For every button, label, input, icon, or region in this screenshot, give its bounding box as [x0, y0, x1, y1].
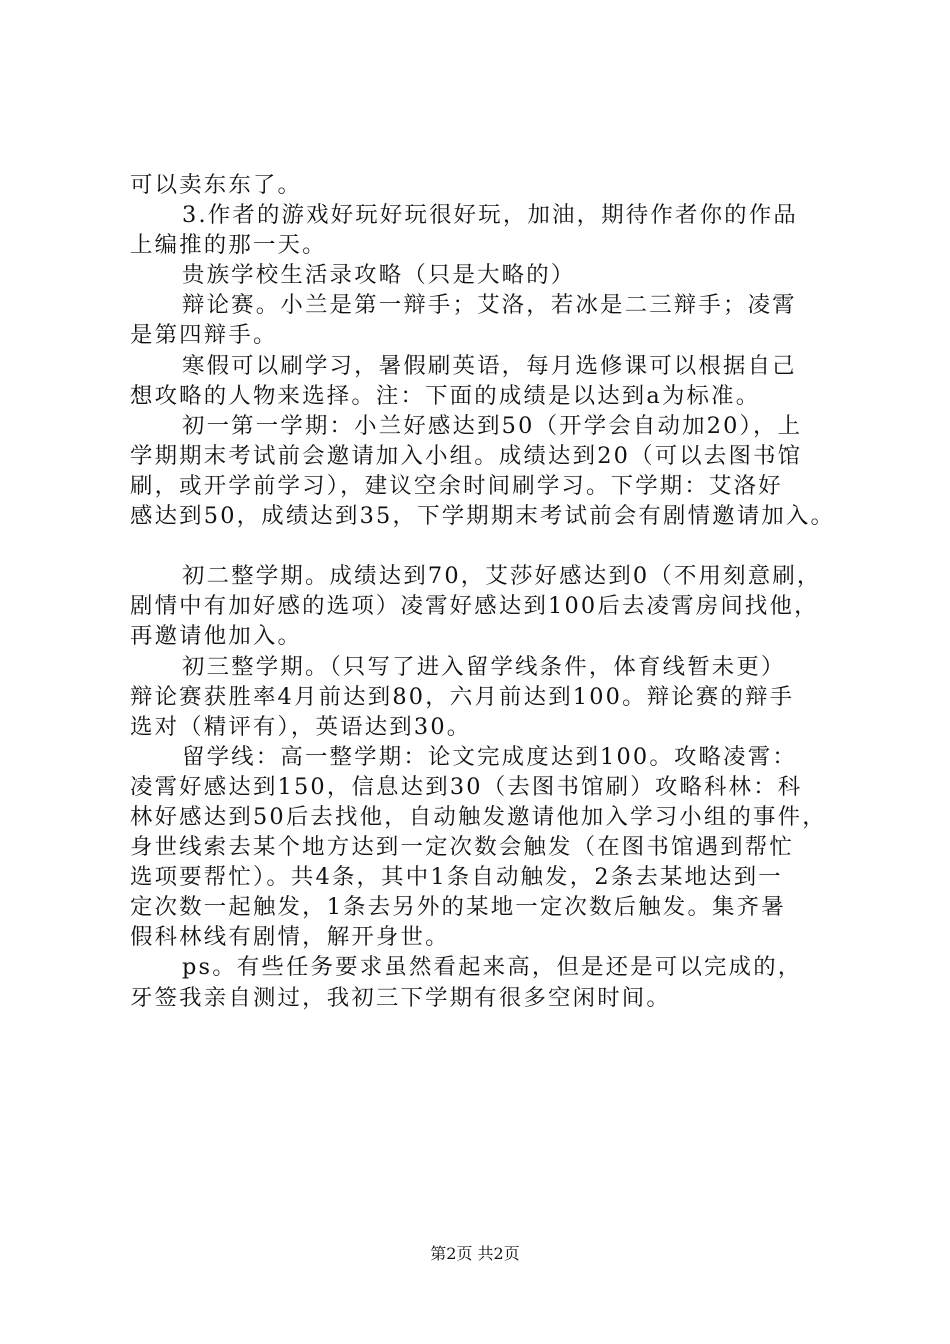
paragraph-vacation	[130, 351, 855, 411]
text-line: 选项要帮忙）。共4条，其中1条自动触发，2条去某地达到一	[130, 864, 783, 891]
paragraph-debate	[130, 290, 855, 350]
text-line: 辩论赛获胜率4月前达到80，六月前达到100。辩论赛的辩手	[130, 683, 795, 710]
text-line: 刷，或开学前学习），建议空余时间刷学习。下学期：艾洛好	[130, 472, 783, 499]
text-line: 上编推的那一天。	[130, 232, 327, 259]
document-body	[130, 170, 855, 1013]
text-line: 可以卖东东了。	[130, 172, 303, 198]
guide-title	[130, 260, 855, 290]
text-line: 学期期末考试前会邀请加入小组。成绩达到20（可以去图书馆	[130, 442, 803, 469]
text-line: 想攻略的人物来选择。注：下面的成绩是以达到a为标准。	[130, 382, 761, 409]
paragraph-2	[130, 200, 855, 260]
text-line: 寒假可以刷学习，暑假刷英语，每月选修课可以根据自己	[182, 352, 797, 379]
text-line: 初二整学期。成绩达到70，艾莎好感达到0（不用刻意刷，	[182, 563, 822, 590]
text-line: 3.作者的游戏好玩好玩很好玩，加油，期待作者你的作品	[182, 202, 798, 229]
text-line: 初一第一学期：小兰好感达到50（开学会自动加20），上	[182, 412, 803, 439]
text-line: 再邀请他加入。	[130, 623, 303, 650]
text-line: 留学线：高一整学期：论文完成度达到100。攻略凌霄：	[182, 743, 797, 770]
text-line: 假科林线有剧情，解开身世。	[130, 924, 450, 951]
text-line: 身世线索去某个地方达到一定次数会触发（在图书馆遇到帮忙	[130, 834, 794, 861]
paragraph-grade-one	[130, 411, 855, 531]
text-line: 贵族学校生活录攻略（只是大略的）	[182, 262, 576, 289]
text-line: 辩论赛。小兰是第一辩手；艾洛，若冰是二三辩手；凌霄	[182, 292, 797, 319]
text-line: 定次数一起触发，1条去另外的某地一定次数后触发。集齐暑	[130, 894, 786, 921]
paragraph-grade-three	[130, 652, 855, 742]
text-line: 选对（精评有），英语达到30。	[130, 713, 472, 740]
text-line: 牙签我亲自测过，我初三下学期有很多空闲时间。	[130, 984, 671, 1011]
text-line: ps。有些任务要求虽然看起来高，但是还是可以完成的，	[182, 954, 803, 981]
paragraph-grade-two	[130, 561, 855, 651]
text-line: 凌霄好感达到150，信息达到30（去图书馆刷）攻略科林：科	[130, 773, 803, 800]
text-line: 是第四辩手。	[130, 322, 278, 349]
blank-line	[130, 531, 855, 561]
paragraph-study-abroad	[130, 742, 855, 953]
text-line: 感达到50，成绩达到35，下学期期末考试前会有剧情邀请加入。	[130, 503, 836, 530]
text-line: 林好感达到50后去找他，自动触发邀请他加入学习小组的事件，	[130, 803, 827, 830]
page-footer: 第2页 共2页	[430, 1244, 520, 1263]
text-line: 初三整学期。（只写了进入留学线条件，体育线暂未更）	[182, 653, 786, 680]
text-line: 剧情中有加好感的选项）凌霄好感达到100后去凌霄房间找他，	[130, 593, 819, 620]
paragraph-1	[130, 170, 855, 200]
paragraph-ps	[130, 952, 855, 1012]
